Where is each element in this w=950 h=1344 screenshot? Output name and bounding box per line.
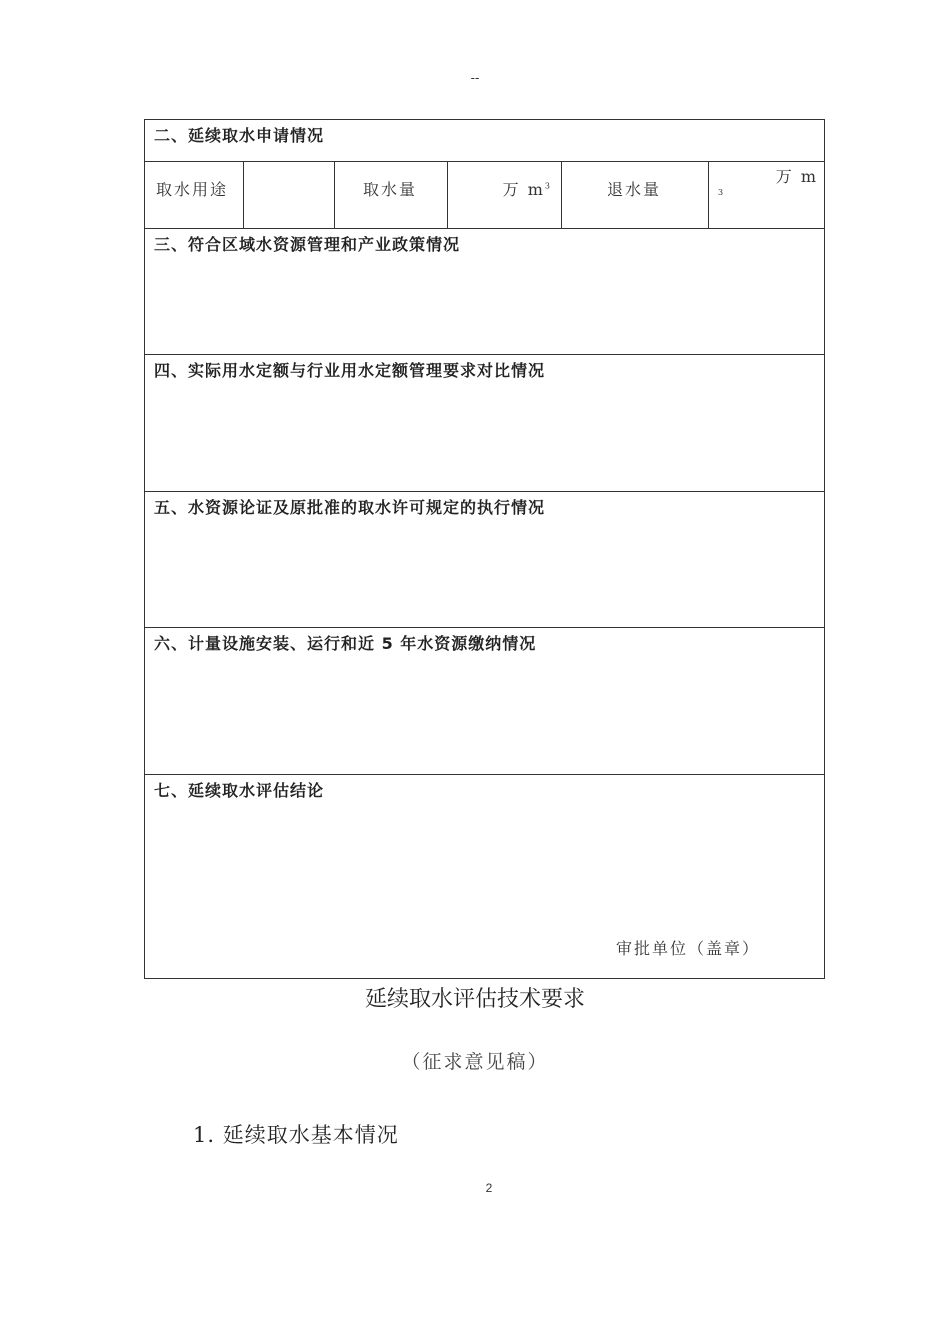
- approval-stamp-label: 审批单位（盖章）: [615, 939, 760, 958]
- section-2-title-row: [145, 120, 824, 162]
- page-header-mark: --: [470, 70, 480, 85]
- return-value-cell[interactable]: [709, 162, 824, 228]
- use-value-cell[interactable]: [244, 162, 335, 228]
- page-number: 2: [485, 1181, 493, 1195]
- use-label: 取水用途: [156, 180, 229, 199]
- section-7-title: 七、延续取水评估结论: [154, 781, 325, 800]
- section-6-title: 六、计量设施安装、运行和近 5 年水资源缴纳情况: [154, 634, 537, 653]
- amount-unit: [503, 177, 552, 200]
- document-title: 延续取水评估技术要求: [364, 987, 585, 1012]
- section-5-title: 五、水资源论证及原批准的取水许可规定的执行情况: [154, 498, 546, 517]
- return-unit: 万 m: [775, 167, 818, 186]
- amount-label: 取水量: [363, 180, 418, 199]
- return-label: 退水量: [607, 180, 662, 199]
- amount-unit-prefix: 万 m: [502, 180, 545, 199]
- section-2-title: 二、延续取水申请情况: [154, 126, 325, 145]
- use-label-cell: [145, 162, 244, 228]
- section-3-row[interactable]: [145, 229, 824, 355]
- return-label-cell: [562, 162, 709, 228]
- section-3-title: 三、符合区域水资源管理和产业政策情况: [154, 235, 461, 254]
- amount-label-cell: [335, 162, 448, 228]
- water-permit-form-table: [144, 119, 825, 979]
- section-4-title: 四、实际用水定额与行业用水定额管理要求对比情况: [154, 361, 546, 380]
- section-4-row[interactable]: [145, 355, 824, 492]
- document-subtitle: （征求意见稿）: [401, 1051, 549, 1073]
- return-unit-subscript: 3: [718, 188, 726, 197]
- section-7-row[interactable]: [145, 775, 824, 978]
- section-heading: 1. 延续取水基本情况: [193, 1123, 399, 1147]
- section-6-row[interactable]: [145, 628, 824, 775]
- amount-value-cell[interactable]: [448, 162, 562, 228]
- section-2-detail-row: [145, 162, 824, 229]
- amount-unit-superscript: 3: [544, 181, 552, 191]
- section-5-row[interactable]: [145, 492, 824, 628]
